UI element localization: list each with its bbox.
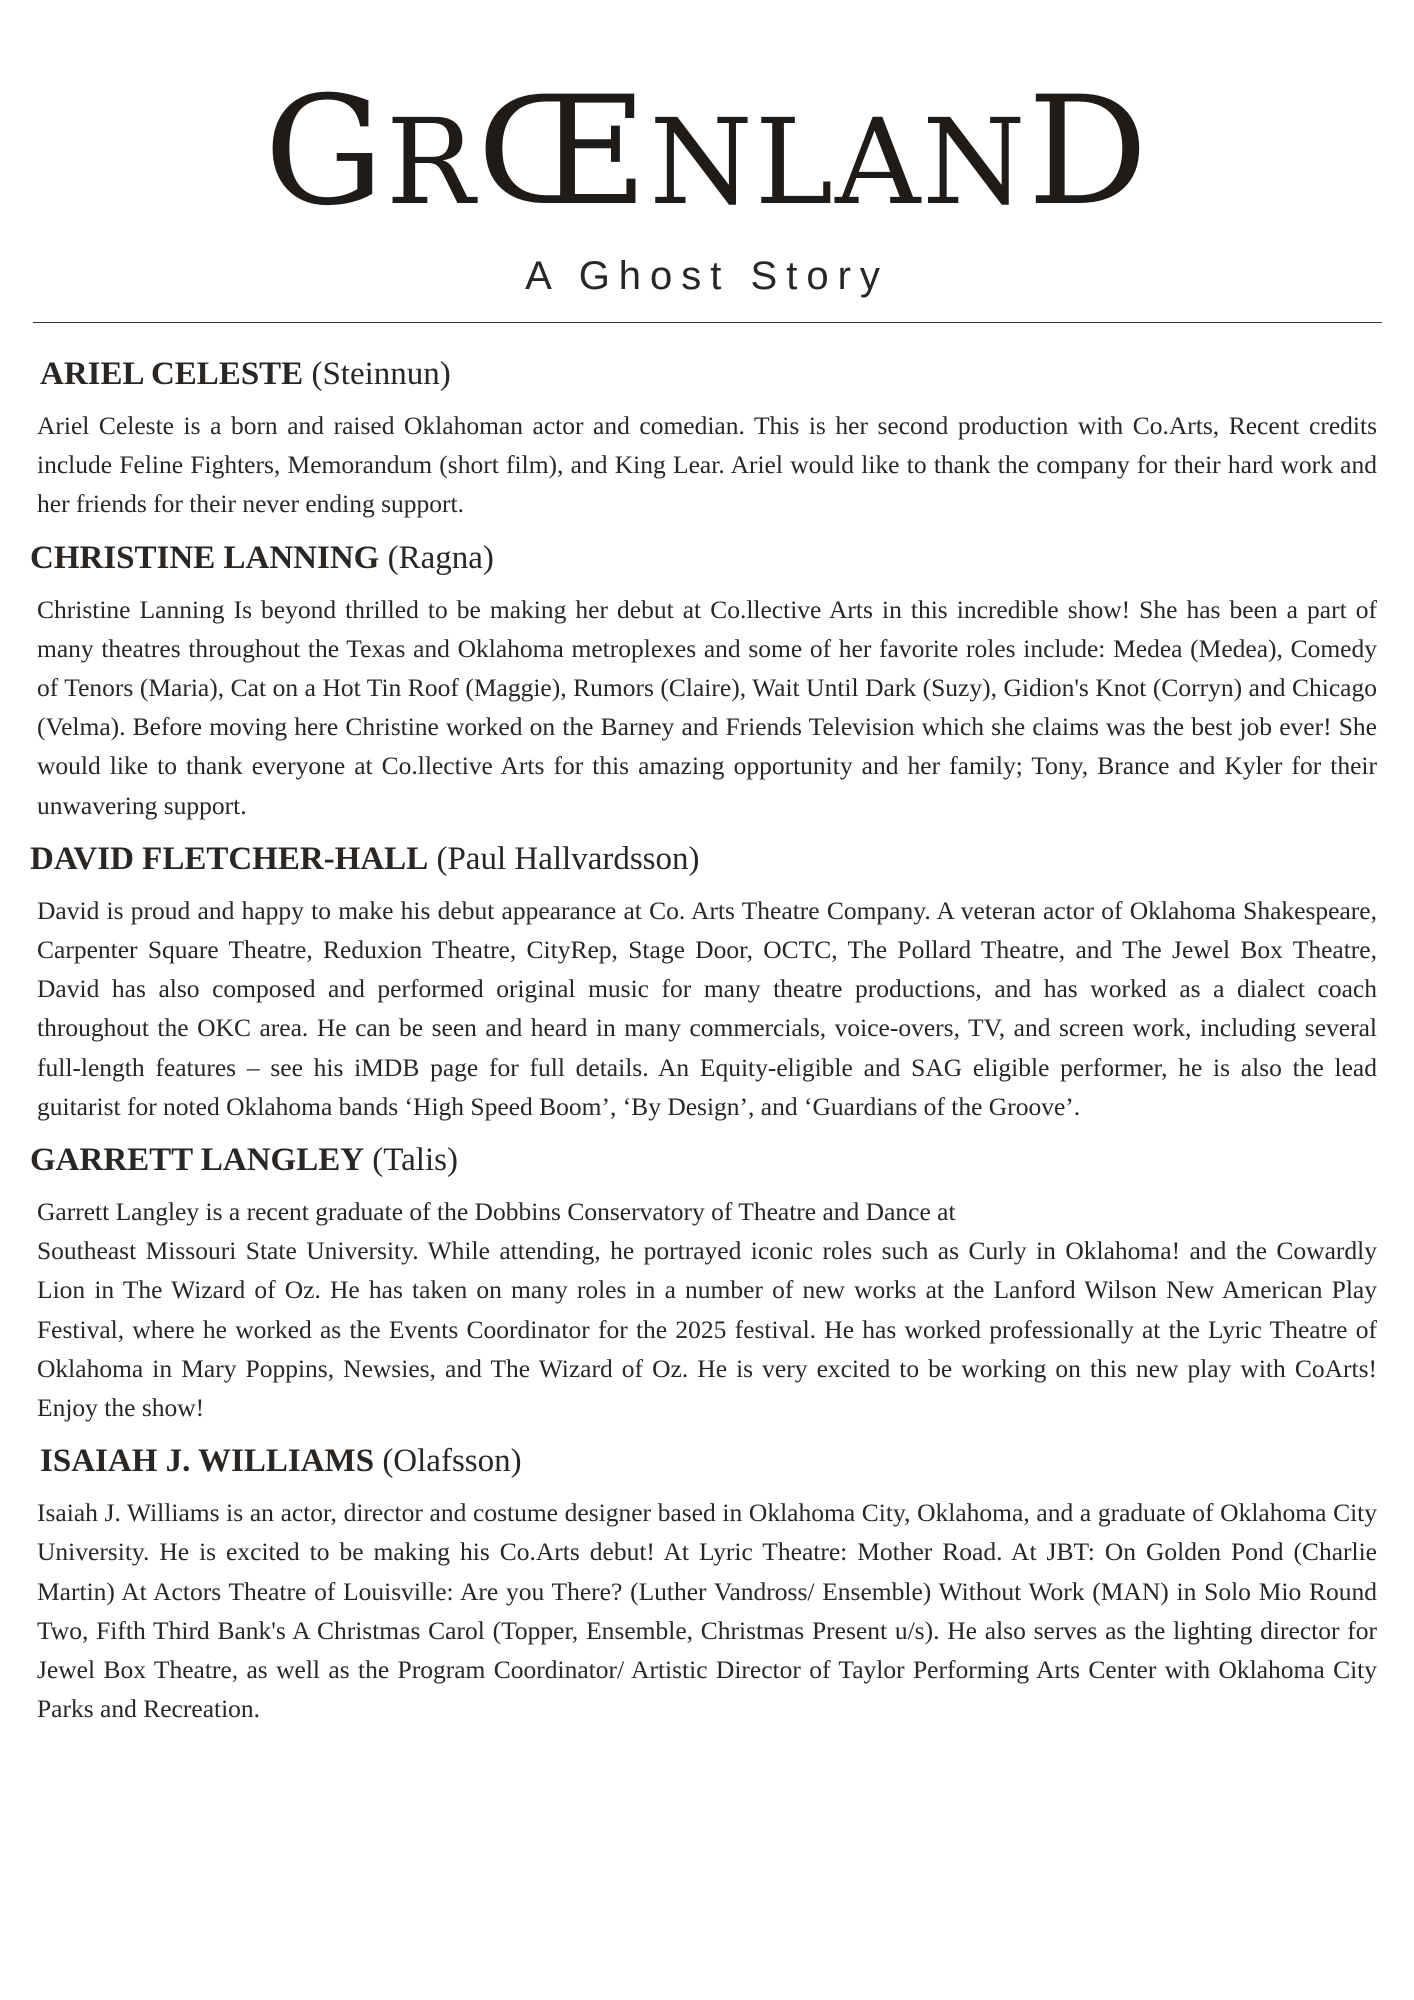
bio-text: David is proud and happy to make his debut appearance at Co. Arts Theatre Company. A veteran actor of Oklahoma Shakespeare, Carpenter Square Theatre, Reduxion Theatre, CityRep, Stage Door, OCTC, The Pollard Theatre, and The Jewel Box Theatre, David has also composed and performed original music for many theatre productions, and has worked as a dialect coach throughout the OKC area. He can be seen and heard in many commercials, voice-overs, TV, and screen work, including several full-length features – see his iMDB page for full details. An Equity-eligible and SAG eligible performer, he is also the lead guitarist for noted Oklahoma bands ‘High Speed Boom’, ‘By Design’, and ‘Guardians of the Groove’. <box>37 895 1377 1121</box>
header-divider <box>33 322 1382 323</box>
bio-text: Isaiah J. Williams is an actor, director and costume designer based in Oklahoma City, Oklahoma, and a graduate of Oklahoma City University. He is excited to be making his Co.Arts debut! At Lyric Theatre: Mother Road. At JBT: On Golden Pond (Charlie Martin) At Actors Theatre of Louisville: Are you There? (Luther Vandross/ Ensemble) Without Work (MAN) in Solo Mio Round Two, Fifth Third Bank's A Christmas Carol (Topper, Ensemble, Christmas Present u/s). He also serves as the lighting director for Jewel Box Theatre, as well as the Program Coordinator/ Artistic Director of Taylor Performing Arts Center with Oklahoma City Parks and Recreation. <box>37 1498 1377 1724</box>
bio-text-rest: Southeast Missouri State University. While attending, he portrayed iconic roles such as Curly in Oklahoma! and the Cowardly Lion in The Wizard of Oz. He has taken on many roles in a number of new works at the Lanford Wilson New American Play Festival, where he worked as the Events Coordinator for the 2025 festival. He has worked professionally at the Lyric Theatre of Oklahoma in Mary Poppins, Newsies, and The Wizard of Oz. He is very excited to be working on this new play with CoArts! Enjoy the show! <box>37 1236 1377 1423</box>
role-name: (Ragna) <box>387 539 494 576</box>
bio-entry <box>30 1439 1380 1728</box>
bio-entry <box>30 352 1380 524</box>
bio-heading <box>30 837 1380 881</box>
actor-name: ARIEL CELESTE <box>40 356 304 392</box>
actor-name: CHRISTINE LANNING <box>30 539 380 576</box>
role-name: (Talis) <box>372 1142 458 1179</box>
actor-name: ISAIAH J. WILLIAMS <box>40 1443 375 1480</box>
bio-text: Christine Lanning Is beyond thrilled to be making her debut at Co.llective Arts in this incredible show! She has been a part of many theatres throughout the Texas and Oklahoma metroplexes and some of her favorite roles include: Medea (Medea), Comedy of Tenors (Maria), Cat on a Hot Tin Roof (Maggie), Rumors (Claire), Wait Until Dark (Suzy), Gidion's Knot (Corryn) and Chicago (Velma). Before moving here Christine worked on the Barney and Friends Television which she claims was the best job ever! She would like to thank everyone at Co.llective Arts for this amazing opportunity and her family; Tony, Brance and Kyler for their unwavering support. <box>37 594 1377 820</box>
actor-name: GARRETT LANGLEY <box>30 1142 365 1179</box>
bio-text <box>30 1192 1380 1427</box>
bio-entry <box>30 1138 1380 1427</box>
bios-section <box>30 352 1380 1740</box>
bio-text-first-line: Garrett Langley is a recent graduate of the Dobbins Conservatory of Theatre and Dance at <box>37 1197 956 1227</box>
bio-heading <box>30 536 1380 580</box>
header <box>0 0 1414 299</box>
role-name: (Steinnun) <box>311 356 451 392</box>
bio-entry <box>30 536 1380 825</box>
bio-heading <box>30 1138 1380 1182</box>
role-name: (Paul Hallvardsson) <box>436 840 700 877</box>
groenland-logo: GRŒNLAND <box>264 65 1150 239</box>
bio-heading <box>30 1439 1380 1483</box>
bio-text: Ariel Celeste is a born and raised Oklahoman actor and comedian. This is her second production with Co.Arts, Recent credits include Feline Fighters, Memorandum (short film), and King Lear. Ariel would like to thank the company for their hard work and her friends for their never ending support. <box>37 411 1377 519</box>
subtitle: A Ghost Story <box>525 254 889 298</box>
bio-entry <box>30 837 1380 1126</box>
bio-heading <box>30 352 1380 396</box>
actor-name: DAVID FLETCHER-HALL <box>30 840 429 877</box>
role-name: (Olafsson) <box>382 1443 522 1480</box>
